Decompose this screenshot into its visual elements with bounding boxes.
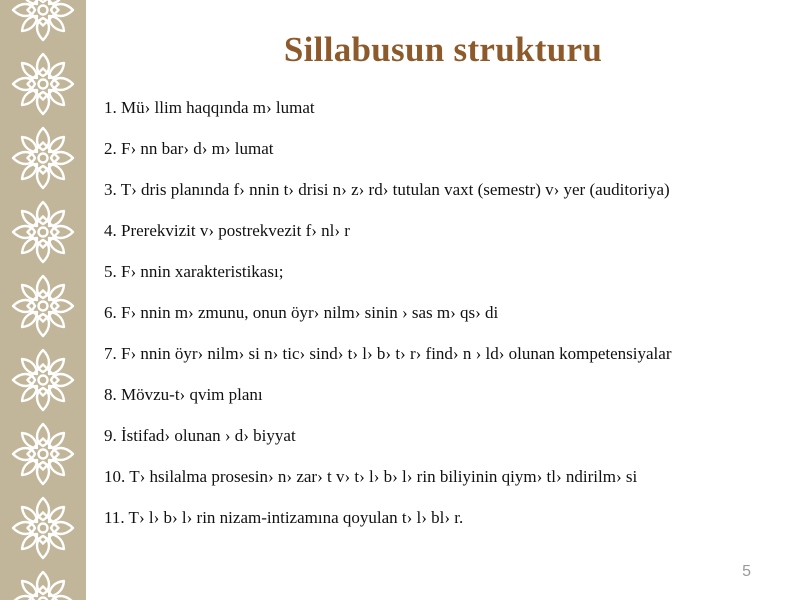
list-item: 1. Mü› llim haqqında m› lumat: [104, 98, 315, 117]
list-item: 8. Mövzu-t› qvim planı: [104, 385, 263, 404]
list-item: 7. F› nnin öyr› nilm› si n› tic› sind› t› l› b› t› r› find› n › ld› olunan kompetensiyalar: [104, 344, 672, 363]
list-item: 3. T› dris planında f› nnin t› drisi n› z› rd› tutulan vaxt (semestr) v› yer (auditoriya): [104, 180, 670, 199]
list-item: 6. F› nnin m› zmunu, onun öyr› nilm› sinin › sas m› qs› di: [104, 303, 499, 322]
list-item: 5. F› nnin xarakteristikası;: [104, 262, 284, 281]
list-item: 9. İstifad› olunan › d› biyyat: [104, 426, 296, 445]
floral-ornament-icon: [0, 0, 86, 600]
slide-title: Sillabusun strukturu: [283, 30, 603, 69]
decorative-sidebar: [0, 0, 86, 600]
list-item: 2. F› nn bar› d› m› lumat: [104, 139, 274, 158]
page-number: 5: [742, 563, 751, 580]
list-item: 11. T› l› b› l› rin nizam-intizamına qoyulan t› l› bl› r.: [104, 508, 464, 527]
syllabus-structure-list: [104, 90, 762, 541]
list-item: 4. Prerekvizit v› postrekvezit f› nl› r: [104, 221, 350, 240]
list-item: 10. T› hsilalma prosesin› n› zar› t v› t› l› b› l› rin biliyinin qiym› tl› ndirilm› si: [104, 467, 638, 486]
